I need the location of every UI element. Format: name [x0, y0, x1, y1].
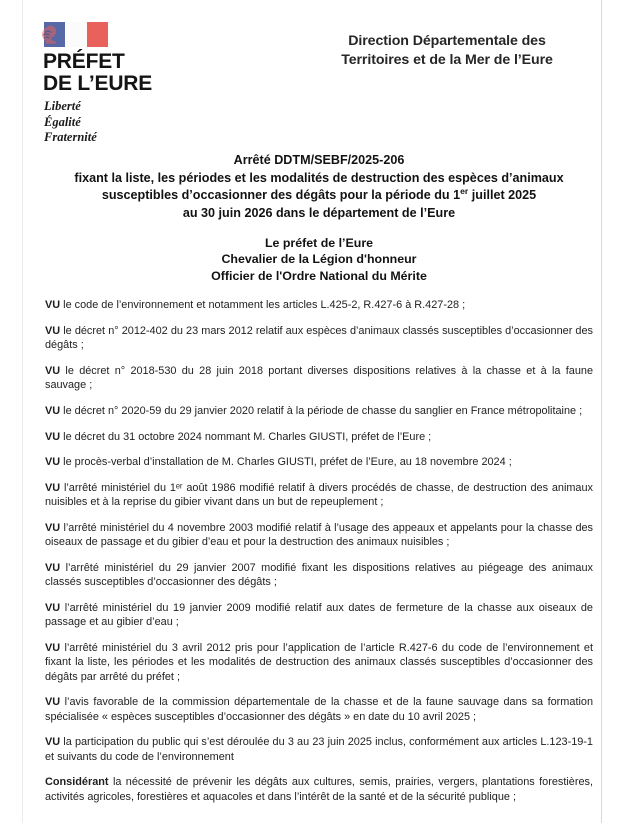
recital-prefix: VU — [45, 299, 61, 311]
signatory-line-1: Le préfet de l’Eure — [264, 236, 374, 250]
recital-paragraph — [45, 364, 593, 392]
recital-prefix: VU — [45, 430, 61, 443]
motto-liberte: Liberté — [44, 99, 81, 113]
recital-paragraph — [45, 695, 593, 723]
prefecture-title-line-1: PRÉFET — [43, 50, 125, 73]
decree-title-line-3-before: susceptibles d’occasionner des dégâts pour la période du 1 — [101, 188, 461, 203]
recital-prefix: VU — [45, 736, 61, 749]
recital-prefix: VU — [45, 522, 61, 535]
republic-motto — [44, 99, 236, 146]
motto-fraternite: Fraternité — [44, 130, 97, 144]
recital-paragraph — [45, 601, 593, 629]
signatory-heading — [45, 235, 593, 284]
recital-prefix: VU — [45, 324, 61, 337]
flag-red-band — [87, 22, 108, 47]
recital-text: le décret n° 2020-59 du 29 janvier 2020 relatif à la période de chasse du sanglier en France métropolitaine ; — [60, 404, 583, 417]
decree-title-line-3 — [45, 187, 593, 205]
recital-paragraph — [45, 561, 593, 589]
decree-reference: Arrêté DDTM/SEBF/2025-206 — [233, 153, 405, 167]
recital-paragraph — [45, 404, 593, 418]
recital-prefix: VU — [45, 642, 61, 655]
recital-text: le décret du 31 octobre 2024 nommant M. Charles GIUSTI, préfet de l’Eure ; — [60, 430, 432, 443]
recital-prefix: VU — [45, 602, 61, 615]
marianne-profile-icon — [37, 22, 71, 47]
decree-title-line-4: au 30 juin 2026 dans le département de l’Eure — [182, 205, 456, 220]
recital-prefix: VU — [45, 456, 61, 469]
recital-text: l’arrêté ministériel du 4 novembre 2003 modifié relatif à l’usage des appeaux et appelants pour la chasse des oiseaux de passage et du gibier d’eau et pour la destruction des animaux nuisibles ; — [45, 522, 593, 549]
recital-prefix: VU — [45, 696, 61, 709]
signatory-line-3: Officier de l'Ordre National du Mérite — [211, 268, 427, 283]
recital-text: l’arrêté ministériel du 3 avril 2012 pris pour l’application de l’article R.427-6 du code de l’environnement et fixant la liste, les périodes et les modalités de destruction des animaux classés susceptibles d’occasionner des dégâts par arrêté du préfet ; — [45, 642, 593, 683]
recital-paragraph — [45, 324, 593, 352]
recital-paragraph — [45, 735, 593, 763]
recital-text: le décret n° 2018-530 du 28 juin 2018 portant diverses dispositions relatives à la chasse et à la faune sauvage ; — [45, 364, 593, 391]
decree-title — [45, 152, 593, 222]
recital-prefix: Considérant — [45, 776, 109, 789]
prefecture-title — [43, 51, 236, 94]
recital-text: l’arrêté ministériel du 19 janvier 2009 modifié relatif aux dates de fermeture de la chasse aux oiseaux de passage et au gibier d’eau ; — [45, 602, 593, 629]
recital-prefix: VU — [45, 562, 61, 575]
decree-title-line-2: fixant la liste, les périodes et les modalités de destruction des espèces d’animaux — [74, 170, 564, 185]
recital-text: la nécessité de prévenir les dégâts aux cultures, semis, prairies, vergers, plantations forestières, activités agricoles, forestières et aquacoles et dans l’intérêt de la santé et de la sécurité publique ; — [45, 776, 593, 803]
recital-paragraph — [45, 298, 593, 312]
recital-paragraph — [45, 430, 593, 444]
recital-prefix: VU — [45, 404, 61, 417]
recital-paragraph — [45, 521, 593, 549]
recital-text: la participation du public qui s’est déroulée du 3 au 23 juin 2025 inclus, conformément aux articles L.123-19-1 et suivants du code de l’environnement — [45, 736, 593, 763]
recital-text: l’avis favorable de la commission départementale de la chasse et de la faune sauvage dans sa formation spécialisée « espèces susceptibles d’occasionner des dégâts » en date du 10 avril 2025 ; — [45, 696, 593, 723]
direction-line-2: Territoires et de la Mer de l’Eure — [341, 52, 553, 68]
recital-text: l’arrêté ministériel du 29 janvier 2007 modifié fixant les dispositions relatives au piégeage des animaux classés susceptibles d’occasionner des dégâts ; — [45, 562, 593, 589]
direction-heading — [302, 32, 592, 70]
prefecture-logo-block — [36, 22, 236, 146]
signatory-line-2: Chevalier de la Légion d'honneur — [221, 252, 417, 267]
recital-text: l’arrêté ministériel du 1ᵉʳ août 1986 modifié relatif à divers procédés de chasse, de destruction des animaux nuisibles et à la reprise du gibier vivant dans un but de repeuplement ; — [45, 482, 593, 509]
recital-paragraph — [45, 641, 593, 684]
recital-prefix: VU — [45, 482, 61, 495]
recitals-list — [45, 298, 593, 815]
recital-paragraph — [45, 775, 593, 803]
recital-paragraph — [45, 455, 593, 469]
document-header — [0, 18, 636, 148]
ordinal-suffix: er — [460, 186, 469, 196]
french-flag-marianne-icon — [44, 22, 108, 47]
direction-line-1: Direction Départementale des — [348, 33, 546, 49]
recital-paragraph — [45, 481, 593, 509]
recital-prefix: VU — [45, 364, 61, 377]
prefecture-title-line-2: DE L’EURE — [43, 71, 153, 95]
recital-text: le procès-verbal d’installation de M. Charles GIUSTI, préfet de l’Eure, au 18 novembre 2024 ; — [60, 456, 512, 469]
decree-title-line-3-after: juillet 2025 — [468, 188, 537, 203]
recital-text: le code de l’environnement et notamment les articles L.425-2, R.427-6 à R.427-28 ; — [60, 299, 466, 311]
motto-egalite: Égalité — [44, 114, 81, 129]
recital-text: le décret n° 2012-402 du 23 mars 2012 relatif aux espèces d’animaux classés susceptibles d’occasionner des dégâts ; — [45, 324, 593, 351]
